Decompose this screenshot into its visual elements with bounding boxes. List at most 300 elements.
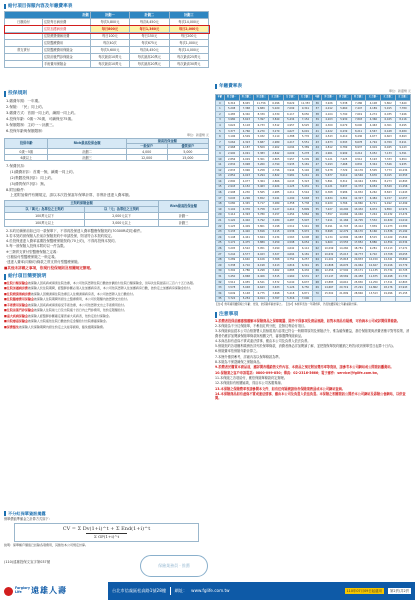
rate-unit-note: 單位：新臺幣 元 xyxy=(389,89,411,93)
rate-value: 12,456 xyxy=(322,268,337,274)
rate-value: 10,632 xyxy=(322,251,337,257)
rate-value: 5,889 xyxy=(254,240,269,246)
rate-value: 11,353 xyxy=(298,100,313,106)
rate-age: 42 xyxy=(313,134,322,140)
notice-item: 8.本險為不保證續保之保險商品。 xyxy=(215,360,263,365)
benefit-value: 每日200元 xyxy=(169,33,208,40)
rate-col-head: 男 計劃二 xyxy=(239,94,254,100)
rate-value: 6,106 xyxy=(254,257,269,263)
rate-value: 3,180 xyxy=(269,218,284,224)
rate-age: 69 xyxy=(313,285,322,291)
rate-value xyxy=(336,296,351,302)
rate-value: 5,565 xyxy=(254,190,269,196)
rate-age: 13 xyxy=(216,173,225,179)
rate-value: 6,531 xyxy=(298,274,313,280)
rate-value: 4,885 xyxy=(283,268,298,274)
rate-value: 7,729 xyxy=(336,168,351,174)
rate-value: 3,244 xyxy=(224,251,239,257)
rate-value: 6,721 xyxy=(366,201,381,207)
rate-value: 5,972 xyxy=(298,229,313,235)
rate-value: 4,919 xyxy=(366,145,381,151)
rate-value: 10,627 xyxy=(366,263,381,269)
rate-value: 4,961 xyxy=(322,151,337,157)
rate-value xyxy=(396,296,411,302)
footer-address: 台北市信義區松高路1號28樓 xyxy=(112,588,167,594)
rate-value: 5,648 xyxy=(298,195,313,201)
benefit-item: 住院加護病房費 xyxy=(43,26,91,33)
plan-header: 計劃 xyxy=(5,12,91,19)
table-row: 100萬元以上 3,000元以上 計劃三 xyxy=(5,219,209,226)
rate-value: 9,362 xyxy=(336,195,351,201)
rate-value: 16,498 xyxy=(381,274,396,280)
rate-value: 4,454 xyxy=(283,212,298,218)
rate-value: 10,232 xyxy=(381,212,396,218)
rate-value: 4,522 xyxy=(239,246,254,252)
rate-age: 57 xyxy=(313,218,322,224)
notice-item: 3.本保險商品經本公司合格簽署人員檢視其內容業已符合一般精算原則及保險法令，惟為確保權益，基於保險業與消費者衡平對等原則，消費者仍應詳加閱讀保險單條款與相關文件，審慎選擇保險商品。 xyxy=(215,329,410,338)
rate-table xyxy=(215,94,411,302)
rate-value: 7,152 xyxy=(298,117,313,123)
footer-web-link[interactable]: www.fglife.com.tw xyxy=(191,588,230,594)
rate-value: 12,862 xyxy=(366,285,381,291)
rate-value: 2,796 xyxy=(269,168,284,174)
rate-value: 8,295 xyxy=(396,123,411,129)
rate-value: 2,790 xyxy=(269,162,284,168)
rate-col-head: 女 計劃三 xyxy=(298,94,313,100)
rate-value: 7,839 xyxy=(366,223,381,229)
rate-value: 10,666 xyxy=(336,212,351,218)
rate-age: 61 xyxy=(313,240,322,246)
benefit-section xyxy=(4,3,209,68)
table-row: 6歲以上 計劃三 12,000 15,000 xyxy=(5,155,209,161)
benefit-item: 住院燒燙傷病房費 xyxy=(43,33,91,40)
rate-value: 4,960 xyxy=(283,274,298,280)
rate-value: 9,654 xyxy=(396,156,411,162)
rate-value: 5,478 xyxy=(322,168,337,174)
rate-value: 11,808 xyxy=(322,263,337,269)
rate-value: 6,239 xyxy=(336,128,351,134)
rate-value: 6,054 xyxy=(366,184,381,190)
rate-value: 9,766 xyxy=(336,201,351,207)
rate-value: 3,289 xyxy=(224,257,239,263)
rate-value: 6,368 xyxy=(322,190,337,196)
rate-title: 年繳費率表 xyxy=(215,83,411,90)
rate-value: 8,211 xyxy=(351,128,366,134)
footer-logo xyxy=(0,582,108,600)
rate-value: 4,485 xyxy=(224,112,239,118)
rate-value: 3,515 xyxy=(269,274,284,280)
rate-value: 9,341 xyxy=(298,106,313,112)
rate-value: 6,298 xyxy=(254,268,269,274)
rate-value: 14,705 xyxy=(351,218,366,224)
payout-item xyxy=(4,314,209,318)
rate-value: 9,134 xyxy=(322,235,337,241)
rate-value: 3,413 xyxy=(269,263,284,269)
rate-value: 4,077 xyxy=(239,179,254,185)
condition-title: 8.附加條件： xyxy=(6,188,28,193)
footer-logo-en: Farglory Life xyxy=(15,586,30,594)
payout-label: ■住院加護病房費 xyxy=(4,286,28,291)
benefit-value: 每次675元 xyxy=(130,40,169,47)
payout-label: ■住院前後門診保險金 xyxy=(4,308,34,313)
rate-value: 4,463 xyxy=(366,123,381,129)
rate-age: 21 xyxy=(216,218,225,224)
rate-value: 9,157 xyxy=(381,195,396,201)
rate-value: 7,789 xyxy=(396,106,411,112)
rate-value: 3,215 xyxy=(269,229,284,235)
formula-denominator: Σ GP(1+i)^t xyxy=(86,533,127,539)
rate-value: 8,291 xyxy=(322,223,337,229)
rate-value: 6,112 xyxy=(298,246,313,252)
notice-item: 13.本保險之保險費率表請參閱本文件，如有任何疑義請洽各保險業務員或本公司網站查詢。 xyxy=(215,386,345,391)
rate-age: 25 xyxy=(216,240,225,246)
rate-value: 8,166 xyxy=(366,229,381,235)
benefit-item: 住院醫療費用保險金 xyxy=(43,47,91,54)
rate-value: 11,135 xyxy=(366,268,381,274)
rules-after-list xyxy=(4,229,209,265)
rate-value: 6,643 xyxy=(254,285,269,291)
rate-value: 4,563 xyxy=(283,235,298,241)
rate-value: 2,989 xyxy=(269,140,284,146)
rate-value: 6,914 xyxy=(254,296,269,302)
rate-value: 8,000 xyxy=(351,123,366,129)
rate-value: 3,980 xyxy=(224,117,239,123)
rate-value xyxy=(381,296,396,302)
rate-value: 6,008 xyxy=(298,235,313,241)
footer-page: 第2頁/共2頁 xyxy=(389,588,409,593)
plan-2: 計劃二 xyxy=(130,12,169,19)
rate-value: 4,376 xyxy=(239,207,254,213)
rate-age: 51 xyxy=(313,184,322,190)
rate-value: 5,941 xyxy=(298,223,313,229)
rate-value: 17,592 xyxy=(336,268,351,274)
table-row: 100萬元以下 2,000元以下 計劃一 xyxy=(5,212,209,219)
rate-value: 4,812 xyxy=(322,145,337,151)
rate-value: 7,468 xyxy=(336,162,351,168)
rate-value: 12,029 xyxy=(381,235,396,241)
rate-value: 5,864 xyxy=(298,212,313,218)
rate-age: 48 xyxy=(313,168,322,174)
rate-age: 22 xyxy=(216,223,225,229)
rate-value: 5,383 xyxy=(254,151,269,157)
rate-value: 3,290 xyxy=(269,246,284,252)
rate-value: 3,041 xyxy=(269,195,284,201)
rate-value: 6,262 xyxy=(366,190,381,196)
rate-value: 7,557 xyxy=(322,212,337,218)
benefit-value: 每次5,800元 xyxy=(90,19,129,26)
rate-value: 9,281 xyxy=(366,246,381,252)
rate-value: 5,717 xyxy=(254,201,269,207)
rate-value: 16,676 xyxy=(336,263,351,269)
rate-age: 5 xyxy=(216,128,225,134)
rate-value: 6,750 xyxy=(298,285,313,291)
rate-value: 3,102 xyxy=(224,207,239,213)
benefit-value: 每次8,450元 xyxy=(130,47,169,54)
rate-value: 2,834 xyxy=(224,162,239,168)
rate-value: 5,181 xyxy=(298,162,313,168)
rate-value: 3,935 xyxy=(283,162,298,168)
rate-value xyxy=(322,296,337,302)
rate-value: 6,769 xyxy=(381,140,396,146)
payout-label: ■住院燒燙傷病房費 xyxy=(4,291,31,296)
rate-value: 5,020 xyxy=(269,106,284,112)
rate-value: 8,015 xyxy=(381,173,396,179)
table-row xyxy=(5,61,209,68)
payout-label: ■出院療養保險金 xyxy=(4,319,28,324)
rate-value: 17,852 xyxy=(351,240,366,246)
rate-age: 11 xyxy=(216,162,225,168)
rate-value: 9,492 xyxy=(381,201,396,207)
rate-value: 6,637 xyxy=(298,279,313,285)
rate-value: 10,893 xyxy=(396,179,411,185)
rate-value: 4,023 xyxy=(239,173,254,179)
rule-item: 4.投保年齡：0歲～70歲，可續保至75歲。 xyxy=(6,117,75,121)
rate-value: 3,462 xyxy=(269,268,284,274)
rate-value: 5,891 xyxy=(322,179,337,185)
rate-value: 5,323 xyxy=(298,179,313,185)
rate-value: 12,896 xyxy=(336,235,351,241)
rate-value: 4,422 xyxy=(322,128,337,134)
rate-age: 3 xyxy=(216,117,225,123)
rate-value: 4,512 xyxy=(283,223,298,229)
rate-value: 4,029 xyxy=(239,156,254,162)
rate-value: 6,871 xyxy=(298,291,313,297)
rate-value: 6,634 xyxy=(322,195,337,201)
rate-value: 7,619 xyxy=(351,112,366,118)
rate-value: 15,013 xyxy=(336,251,351,257)
rate-value: 3,110 xyxy=(269,134,284,140)
rate-col-head: 男 計劃三 xyxy=(351,94,366,100)
rate-value: 3,572 xyxy=(269,279,284,285)
rate-value: 15,842 xyxy=(396,235,411,241)
rate-value: 4,012 xyxy=(322,106,337,112)
rate-value: 3,724 xyxy=(224,296,239,302)
rules-title: 投保規則 xyxy=(4,90,209,98)
rate-value: 4,766 xyxy=(239,128,254,134)
rate-value: 8,637 xyxy=(336,184,351,190)
rate-value: 9,832 xyxy=(351,162,366,168)
rate-value: 5,192 xyxy=(298,168,313,174)
rate-value: 12,860 xyxy=(351,201,366,207)
rate-value: 7,447 xyxy=(351,106,366,112)
rate-value: 6,484 xyxy=(366,195,381,201)
rate-value: 5,278 xyxy=(298,151,313,157)
benefit-value: 每次1,000元 xyxy=(169,40,208,47)
benefit-value: 每次40次 xyxy=(90,40,129,47)
rate-value: 10,176 xyxy=(351,168,366,174)
rate-col-head: 女 計劃三 xyxy=(396,94,411,100)
rate-age: 45 xyxy=(313,151,322,157)
rate-value: 12,554 xyxy=(381,240,396,246)
rate-value: 3,944 xyxy=(283,168,298,174)
rate-value: 6,117 xyxy=(283,112,298,118)
rate-value: 8,945 xyxy=(239,100,254,106)
rate-value: 5,463 xyxy=(254,184,269,190)
rate-value: 5,652 xyxy=(254,195,269,201)
rate-age: 43 xyxy=(313,140,322,146)
payout-text: 被保險人住院前七日及出院後十四日內之門診費用，依約定限額給付。 xyxy=(33,308,127,313)
benefit-value: 每次最高20萬元 xyxy=(130,61,169,68)
rate-value: 3,512 xyxy=(269,123,284,129)
rate-value: 14,260 xyxy=(336,246,351,252)
table-row xyxy=(5,47,209,54)
rate-value: 11,756 xyxy=(254,100,269,106)
benefit-item: 住院每日病房費 xyxy=(43,19,91,26)
rate-age: 36 xyxy=(313,100,322,106)
rate-value: 5,118 xyxy=(239,123,254,129)
rate-value: 7,546 xyxy=(381,162,396,168)
rate-value: 3,327 xyxy=(269,251,284,257)
rate-age: 34 xyxy=(216,291,225,297)
rate-value: 18,055 xyxy=(396,251,411,257)
rate-value: 2,943 xyxy=(224,184,239,190)
footer-brand: 遠雄人壽 xyxy=(31,585,67,595)
bonus-head-right: Rich最高投保金額 xyxy=(159,200,209,212)
payout-text: 被保險人住院期間所發生之醫療費用，本公司於限額內按實際支出給付。 xyxy=(33,297,130,302)
rate-age: 37 xyxy=(313,106,322,112)
rate-value: 3,259 xyxy=(269,240,284,246)
rate-value: 15,192 xyxy=(396,229,411,235)
table-row: 0歲～5歲 計劃二 4,000 5,000 xyxy=(5,149,209,155)
rate-value: 5,790 xyxy=(336,112,351,118)
max-amount-head: 最高投保金額 xyxy=(126,138,208,143)
rate-value: 14,046 xyxy=(351,212,366,218)
rate-value: 4,296 xyxy=(239,195,254,201)
rate-value: 4,104 xyxy=(322,112,337,118)
rate-value: 4,189 xyxy=(366,106,381,112)
notice-item: 14.本保險商品如有虛偽不實或違法情事，應由本公司及負責人依法負責。本保險之相關資訊公開於本公司網站及壽險公會網站，以供查閱。 xyxy=(215,391,406,401)
rate-value: 4,108 xyxy=(366,100,381,106)
rate-value: 6,079 xyxy=(336,123,351,129)
rate-value: 18,569 xyxy=(336,274,351,280)
rate-value: 11,536 xyxy=(381,229,396,235)
bonus-sub-1: 以「萬元」為單位之主契約 xyxy=(5,206,85,212)
rate-value: 2,833 xyxy=(224,168,239,174)
rate-value: 5,121 xyxy=(322,156,337,162)
rate-value: 4,402 xyxy=(239,218,254,224)
rate-value: 6,525 xyxy=(298,123,313,129)
rate-value: 13,432 xyxy=(351,207,366,213)
payout-item xyxy=(4,319,209,323)
rate-value: 2,852 xyxy=(224,173,239,179)
rate-value: 23,171 xyxy=(351,268,366,274)
rate-value: 6,733 xyxy=(254,123,269,129)
rate-value: 7,000 xyxy=(298,296,313,302)
rate-col-head: 女 計劃二 xyxy=(283,94,298,100)
rate-value: 19,610 xyxy=(336,279,351,285)
rate-value: 9,512 xyxy=(351,156,366,162)
rate-value: 4,567 xyxy=(366,128,381,134)
rate-value: 4,091 xyxy=(239,151,254,157)
rate-col-head: 男 計劃三 xyxy=(254,94,269,100)
rate-value: 6,096 xyxy=(269,100,284,106)
rate-age: 17 xyxy=(216,195,225,201)
rate-age: 2 xyxy=(216,112,225,118)
payout-label: ■重大疾病保險金 xyxy=(4,313,28,318)
rate-value: 3,080 xyxy=(224,201,239,207)
benefit-title: 給付項目保額內容及年繳費率表 xyxy=(4,3,209,10)
rate-age: 33 xyxy=(216,285,225,291)
rate-age: 47 xyxy=(313,162,322,168)
benefit-value: 每次最高25萬元 xyxy=(169,54,208,61)
rate-value: 10,944 xyxy=(351,179,366,185)
table-row xyxy=(5,33,209,40)
rate-value: 8,273 xyxy=(381,179,396,185)
rate-value: 5,930 xyxy=(336,117,351,123)
footer-bar xyxy=(108,582,415,600)
rate-value: 6,121 xyxy=(322,184,337,190)
benefit-value: 每日1,360元 xyxy=(130,26,169,33)
benefit-value: 每次8,450元 xyxy=(130,19,169,26)
rate-value: 15,818 xyxy=(336,257,351,263)
rate-age: 6 xyxy=(216,134,225,140)
rate-value: 4,274 xyxy=(366,112,381,118)
rate-age: 65 xyxy=(313,263,322,269)
rate-age: 7 xyxy=(216,140,225,146)
rate-value: 5,434 xyxy=(283,117,298,123)
rate-age: 39 xyxy=(313,117,322,123)
rule-after-item: 4.於投保達達入費率當期投保醫療保險契約(70上約)，不得再投保本契約。 xyxy=(6,239,118,244)
bonus-table xyxy=(4,200,209,227)
rate-value: 5,551 xyxy=(298,140,313,146)
rate-age: 0 xyxy=(216,100,225,106)
table-row xyxy=(5,19,209,26)
rate-value: 7,227 xyxy=(322,207,337,213)
rate-value: 4,868 xyxy=(239,274,254,280)
rate-value: 7,333 xyxy=(381,156,396,162)
rate-value: 3,512 xyxy=(224,279,239,285)
rate-value: 15,502 xyxy=(322,291,337,297)
rate-value: 13,147 xyxy=(322,274,337,280)
rate-col-head: 男 計劃一 xyxy=(224,94,239,100)
rate-value: 3,849 xyxy=(269,117,284,123)
rate-value: 5,915 xyxy=(381,106,396,112)
rate-value: 8,843 xyxy=(381,190,396,196)
rate-value: 6,521 xyxy=(254,279,269,285)
rate-value: 11,201 xyxy=(322,257,337,263)
rate-value: 6,406 xyxy=(254,274,269,280)
rate-age: 44 xyxy=(313,145,322,151)
rate-value: 25,155 xyxy=(396,291,411,297)
payout-label: ■住院日額保險金 xyxy=(4,280,28,285)
rate-value: 3,368 xyxy=(269,257,284,263)
rate-age: 62 xyxy=(313,246,322,252)
rate-value: 10,553 xyxy=(396,173,411,179)
formula-text: 保單價值準備金之計算方式如下： xyxy=(4,517,52,521)
rate-value: 4,543 xyxy=(322,134,337,140)
notice-title: 注意事項 xyxy=(215,311,411,319)
rate-value: 8,436 xyxy=(351,134,366,140)
notice-item: 7.本簡介僅供參考，詳細內容以保單條款為準。 xyxy=(215,354,282,359)
rate-value: 2,985 xyxy=(269,190,284,196)
rate-value: 3,125 xyxy=(224,223,239,229)
rules-list xyxy=(4,98,209,134)
rate-col-head: 女 計劃二 xyxy=(381,94,396,100)
rate-value: 5,780 xyxy=(254,212,269,218)
payout-item xyxy=(4,292,209,296)
rate-age: 30 xyxy=(216,268,225,274)
benefit-group xyxy=(5,26,43,33)
rate-value: 27,291 xyxy=(351,285,366,291)
rate-value: 4,009 xyxy=(283,151,298,157)
rate-age: 18 xyxy=(216,201,225,207)
rate-age: 15 xyxy=(216,184,225,190)
discount-item: (1)繳費折扣：首期一無，續期一同上約。 xyxy=(10,170,77,175)
rate-value: 5,816 xyxy=(254,229,269,235)
rate-value: 10,099 xyxy=(322,246,337,252)
rule-after-item: ※三類實支實付型醫療保險之定義： xyxy=(6,249,60,254)
rate-value: 2,968 xyxy=(224,145,239,151)
